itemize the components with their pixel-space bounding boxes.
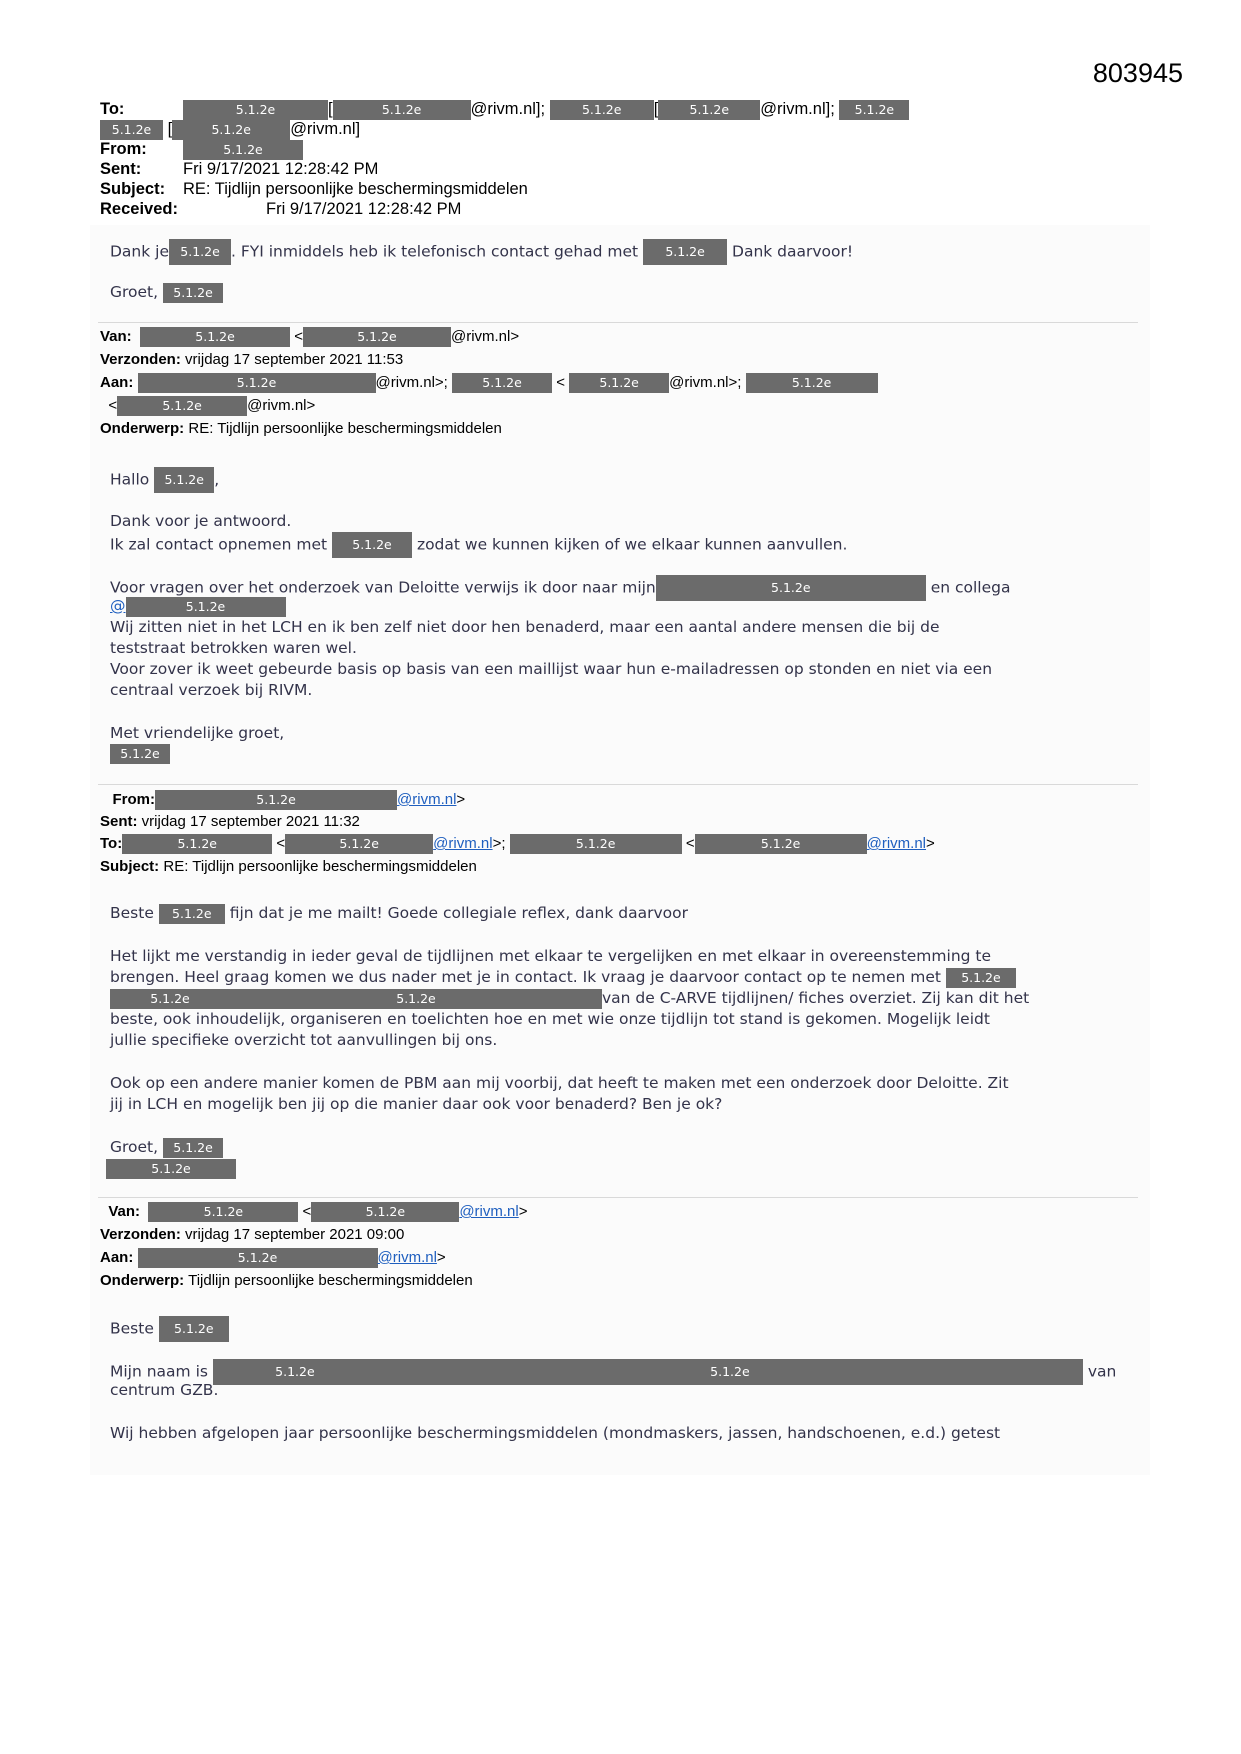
text: vrijdag 17 september 2021 11:32	[141, 813, 360, 830]
redaction: 5.1.2e	[510, 834, 682, 854]
redaction: 5.1.2e	[110, 744, 170, 764]
text: vrijdag 17 september 2021 11:53	[185, 351, 404, 368]
label: To:	[100, 835, 123, 852]
msg4-beste	[110, 1316, 229, 1342]
msg3-l1	[110, 903, 688, 924]
sent-label: Sent:	[100, 160, 142, 178]
redaction: 5.1.2e	[839, 100, 909, 120]
text: <	[276, 835, 286, 852]
redaction: 5.1.2e	[140, 327, 290, 347]
redaction: 5.1.2e	[311, 1202, 459, 1222]
text: Voor vragen over het onderzoek van Deloitte verwijs ik door naar mijn	[110, 578, 656, 597]
msg4-van	[100, 1202, 527, 1222]
email-link[interactable]: @rivm.nl	[377, 1249, 437, 1266]
top-subject-line	[100, 179, 528, 199]
top-sent-line	[100, 159, 378, 179]
text: vrijdag 17 september 2021 09:00	[185, 1226, 405, 1243]
msg3-greeting	[110, 1137, 223, 1158]
email-link[interactable]: @rivm.nl	[397, 791, 457, 808]
redaction: 5.1.2e	[213, 1359, 377, 1385]
text: @rivm.nl>;	[669, 374, 742, 391]
redaction: 5.1.2e	[117, 396, 247, 416]
msg3-p1-l1: Het lijkt me verstandig in ieder geval de tijdlijnen met elkaar te vergelijken en met elkaar in overeenstemming te	[110, 947, 992, 965]
bracket: [	[167, 120, 173, 138]
text: Beste	[110, 1319, 154, 1338]
email-link[interactable]: @	[110, 597, 126, 615]
text: >	[456, 791, 466, 808]
separator	[98, 1197, 1138, 1198]
text: en collega	[930, 578, 1011, 597]
label: From:	[112, 791, 156, 808]
text: RE: Tijdlijn persoonlijke beschermingsmiddelen	[188, 420, 502, 437]
redaction: 5.1.2e	[106, 1159, 236, 1179]
msg1-greeting	[110, 282, 223, 303]
msg3-p1-l2	[110, 967, 1016, 988]
redaction: 5.1.2e	[110, 989, 230, 1009]
separator	[98, 322, 1138, 323]
text: Tijdlijn persoonlijke beschermingsmiddelen	[188, 1272, 473, 1289]
redaction: 5.1.2e	[159, 904, 225, 924]
msg2-closing: Met vriendelijke groet,	[110, 724, 285, 742]
msg2-p2-l4: teststraat betrokken waren wel.	[110, 639, 357, 657]
redaction: 5.1.2e	[169, 239, 231, 265]
received-label: Received:	[100, 200, 178, 218]
text: <	[556, 374, 565, 391]
text: ;	[501, 835, 506, 852]
msg4-verzonden	[100, 1225, 404, 1245]
to-domain-1: @rivm.nl];	[470, 100, 546, 118]
redaction: 5.1.2e	[155, 790, 397, 810]
label: Verzonden:	[100, 351, 181, 368]
redaction: 5.1.2e	[138, 373, 376, 393]
msg2-aan	[100, 373, 878, 393]
bracket: [	[328, 100, 333, 118]
top-received-line	[100, 199, 461, 219]
subject-value: RE: Tijdlijn persoonlijke beschermingsmiddelen	[183, 180, 528, 198]
msg4-onderwerp	[100, 1271, 473, 1291]
msg4-l1	[110, 1359, 1116, 1385]
top-from-line	[100, 139, 303, 160]
redaction: 5.1.2e	[122, 834, 272, 854]
label: Van:	[108, 1203, 141, 1220]
text: >	[436, 1249, 446, 1266]
text: >	[518, 1203, 528, 1220]
text: fijn dat je me mailt! Goede collegiale reflex, dank daarvoor	[229, 904, 688, 922]
redaction: 5.1.2e	[138, 1248, 378, 1268]
msg3-from	[100, 790, 465, 810]
label: Subject:	[100, 858, 160, 875]
msg3-signature	[106, 1158, 236, 1179]
redaction: 5.1.2e	[946, 968, 1016, 988]
separator	[98, 784, 1138, 785]
redaction: 5.1.2e	[569, 373, 669, 393]
msg2-p2-l5: Voor zover ik weet gebeurde basis op basis van een maillijst waar hun e-mailadressen op stonden en niet via een	[110, 660, 993, 678]
bracket: [	[653, 100, 659, 118]
text: Ik zal contact opnemen met	[110, 535, 328, 554]
redaction: 5.1.2e	[159, 1316, 229, 1342]
msg2-p1-l2	[110, 532, 847, 558]
msg2-hallo	[110, 467, 219, 493]
msg2-verzonden	[100, 350, 403, 370]
redaction: 5.1.2e	[148, 1202, 298, 1222]
text: . FYI inmiddels heb ik telefonisch contact gehad met	[231, 242, 639, 261]
redaction: 5.1.2e	[163, 283, 223, 303]
text: van	[1087, 1362, 1117, 1381]
redaction: 5.1.2e	[163, 1138, 223, 1158]
text: Dank je	[110, 242, 170, 261]
msg3-sent	[100, 812, 360, 832]
text: @rivm.nl>	[247, 397, 316, 414]
label: Van:	[100, 328, 132, 345]
redaction: 5.1.2e	[183, 100, 328, 120]
text: Beste	[110, 904, 154, 922]
redaction: 5.1.2e	[230, 989, 602, 1009]
redaction: 5.1.2e	[183, 140, 303, 160]
redaction: 5.1.2e	[285, 834, 433, 854]
redaction: 5.1.2e	[332, 532, 412, 558]
redaction: 5.1.2e	[550, 100, 654, 120]
label: Sent:	[100, 813, 138, 830]
email-link[interactable]: @rivm.nl	[866, 835, 927, 852]
to-domain-2: @rivm.nl];	[760, 100, 835, 118]
msg4-l2: centrum GZB.	[110, 1381, 219, 1399]
redaction: 5.1.2e	[154, 467, 214, 493]
text: <	[108, 397, 118, 414]
msg2-aan-2	[100, 396, 315, 416]
text: Hallo	[110, 470, 150, 489]
top-to-line	[100, 99, 909, 120]
redaction: 5.1.2e	[695, 834, 867, 854]
text: @rivm.nl>;	[375, 374, 448, 391]
text: >	[492, 835, 502, 852]
top-to-line-2	[100, 119, 360, 140]
text: Groet,	[110, 283, 159, 301]
to-label: To:	[100, 100, 125, 118]
text: zodat we kunnen kijken of we elkaar kunnen aanvullen.	[416, 535, 848, 554]
redaction: 5.1.2e	[303, 327, 451, 347]
redaction: 5.1.2e	[643, 239, 727, 265]
email-link[interactable]: @rivm.nl	[433, 835, 493, 852]
text: <	[302, 1203, 312, 1220]
msg3-p1-l4: beste, ook inhoudelijk, organiseren en toelichten hoe en met wie onze tijdlijn tot stand is gekomen. Mogelijk leidt	[110, 1010, 990, 1028]
msg3-to	[100, 834, 935, 854]
redaction: 5.1.2e	[172, 120, 290, 140]
redaction: 5.1.2e	[100, 120, 163, 140]
label: Verzonden:	[100, 1226, 181, 1243]
text: Dank daarvoor!	[732, 242, 854, 261]
redaction: 5.1.2e	[746, 373, 878, 393]
sent-value: Fri 9/17/2021 12:28:42 PM	[183, 160, 379, 178]
received-value: Fri 9/17/2021 12:28:42 PM	[266, 200, 462, 218]
label: Aan:	[100, 1249, 134, 1266]
redaction: 5.1.2e	[126, 597, 286, 617]
msg1-line1	[110, 239, 853, 265]
to-domain-3: @rivm.nl]	[290, 120, 361, 138]
msg3-subject	[100, 857, 477, 877]
text: @rivm.nl>	[450, 328, 520, 345]
msg4-aan	[100, 1248, 446, 1268]
msg3-p2-l1: Ook op een andere manier komen de PBM aan mij voorbij, dat heeft te maken met een onderzoek door Deloitte. Zit	[110, 1074, 1009, 1092]
msg2-onderwerp	[100, 419, 502, 439]
msg3-p1-l3	[110, 988, 1029, 1009]
text: RE: Tijdlijn persoonlijke beschermingsmiddelen	[163, 858, 477, 875]
redaction: 5.1.2e	[452, 373, 552, 393]
text: Groet,	[110, 1138, 159, 1156]
text: ,	[214, 470, 220, 489]
subject-label: Subject:	[100, 180, 166, 198]
label: Onderwerp:	[100, 420, 185, 437]
redaction: 5.1.2e	[656, 575, 926, 601]
msg2-p1-l1: Dank voor je antwoord.	[110, 512, 292, 530]
redaction: 5.1.2e	[377, 1359, 1083, 1385]
text: <	[294, 328, 303, 345]
text: Mijn naam is	[110, 1362, 208, 1381]
msg3-p2-l2: jij in LCH en mogelijk ben jij op die manier daar ook voor benaderd? Ben je ok?	[110, 1095, 723, 1113]
msg2-p2-l2	[110, 596, 286, 617]
label: Aan:	[100, 374, 134, 391]
text: >	[926, 835, 935, 852]
label: Onderwerp:	[100, 1272, 185, 1289]
redaction: 5.1.2e	[658, 100, 760, 120]
text: brengen. Heel graag komen we dus nader met je in contact. Ik vraag je daarvoor contact op te nemen met	[110, 968, 942, 986]
msg3-p1-l5: jullie specifieke overzicht tot aanvullingen bij ons.	[110, 1031, 498, 1049]
msg4-l3: Wij hebben afgelopen jaar persoonlijke beschermingsmiddelen (mondmaskers, jassen, handschoenen, e.d.) getest	[110, 1424, 1001, 1442]
msg2-p2-l6: centraal verzoek bij RIVM.	[110, 681, 313, 699]
email-link[interactable]: @rivm.nl	[459, 1203, 519, 1220]
text: van de C-ARVE tijdlijnen/ fiches overziet. Zij kan dit het	[602, 989, 1030, 1007]
redaction: 5.1.2e	[333, 100, 471, 120]
document-number: 803945	[1092, 58, 1183, 88]
msg2-van	[100, 327, 519, 347]
from-label: From:	[100, 140, 147, 158]
msg2-signature	[110, 743, 170, 764]
msg2-p2-l3: Wij zitten niet in het LCH en ik ben zelf niet door hen benaderd, maar een aantal andere mensen die bij de	[110, 618, 940, 636]
text: <	[685, 835, 695, 852]
